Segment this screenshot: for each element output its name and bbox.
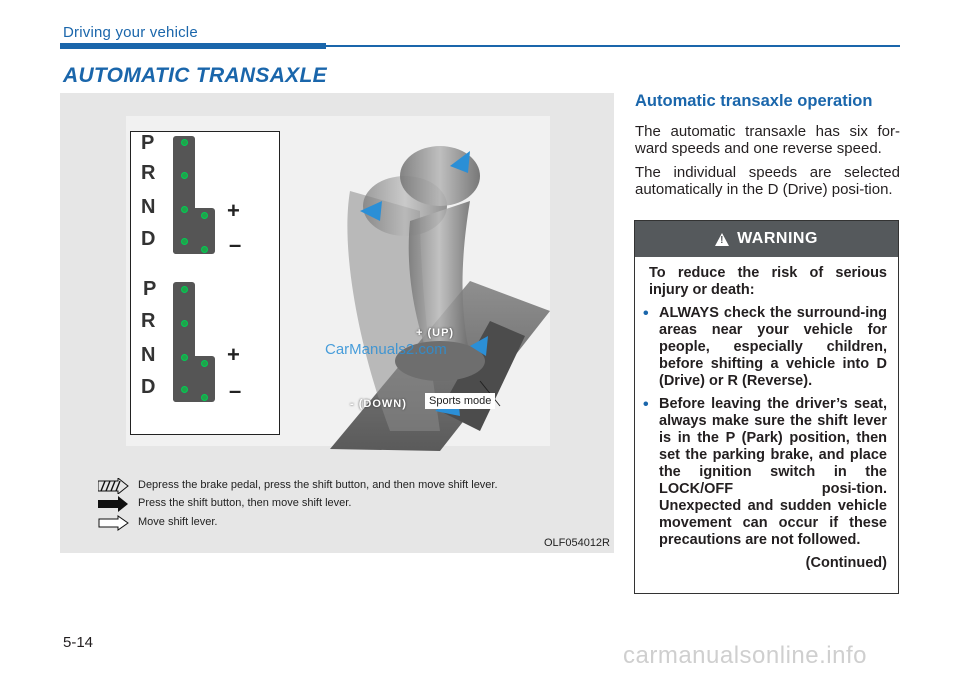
gate-letter-r-top: R [141,162,156,184]
warning-item [643,396,887,549]
site-watermark: carmanualsonline.info [623,642,867,669]
solid-arrow-icon [98,496,130,512]
warning-intro: To reduce the risk of serious injury or death: [649,265,887,298]
page-title: AUTOMATIC TRANSAXLE [63,64,327,87]
legend-text: Move shift lever. [138,516,218,528]
outline-arrow-icon [98,515,130,531]
down-label: - (DOWN) [350,398,407,410]
gate-letter-n-top: N [141,196,156,218]
shift-gate-diagram [130,131,280,435]
hatched-arrow-icon [98,478,130,494]
legend-item [98,478,598,494]
gate-track-bottom-manual [173,356,215,402]
warning-body [635,257,898,571]
gate-dot [181,139,188,146]
warning-item [643,305,887,390]
warning-box [634,220,899,594]
gate-minus-top: – [229,232,242,257]
warning-item-text: ALWAYS check the surround-ing areas near your vehicle for people, especially children, before shifting a vehicle into D (Drive) or R (Reverse). [659,305,887,389]
gate-dot [181,320,188,327]
gate-letter-r-bottom: R [141,310,156,332]
up-label: + (UP) [416,327,455,339]
warning-header [635,221,898,257]
gate-dot [201,212,208,219]
gate-letter-p-bottom: P [143,278,157,300]
legend-text: Press the shift button, then move shift lever. [138,497,352,509]
gate-dot [181,238,188,245]
gate-dot [181,172,188,179]
warning-title: WARNING [737,230,818,247]
gate-letter-d-bottom: D [141,376,156,398]
gate-dot [201,246,208,253]
gate-dot [181,286,188,293]
figure-code: OLF054012R [543,537,610,549]
gate-dot [181,354,188,361]
bullet-icon: • [643,305,649,322]
body-paragraph: The automatic transaxle has six for-ward speeds and one reverse speed. [635,123,900,157]
header-rule [326,45,900,47]
gate-dot [201,360,208,367]
gate-letter-d-top: D [141,228,156,250]
gate-plus-top: + [227,198,240,223]
gate-dot [181,386,188,393]
header-bar [60,43,326,49]
gate-dot [181,206,188,213]
shift-figure [60,93,614,553]
main-text-column [635,92,900,205]
gate-plus-bottom: + [227,342,240,367]
figure-watermark: CarManuals2.com [325,341,447,358]
gate-dot [201,394,208,401]
section-label: Driving your vehicle [63,24,198,41]
legend-item [98,496,598,512]
gate-track-top-manual [173,208,215,254]
warning-continued: (Continued) [805,555,887,571]
bullet-icon: • [643,396,649,413]
warning-item-text: Before leaving the driver’s seat, always make sure the shift lever is in the P (Park) position, then set the parking brake, and place the ignition switch in the LOCK/OFF posi-tion. Unexpected and sudden vehicle movement can occur if these precautions are not followed. [659,396,887,548]
legend-item [98,515,598,531]
gate-letter-n-bottom: N [141,344,156,366]
page-number: 5-14 [63,634,94,651]
legend-text: Depress the brake pedal, press the shift button, and then move shift lever. [138,479,498,491]
gate-letter-p-top: P [141,132,155,154]
subheading: Automatic transaxle operation [635,92,873,110]
warning-icon: ! [715,233,729,246]
sports-mode-label: Sports mode [425,393,495,409]
body-paragraph: The individual speeds are selected automatically in the D (Drive) posi-tion. [635,164,900,198]
gate-minus-bottom: – [229,378,242,403]
